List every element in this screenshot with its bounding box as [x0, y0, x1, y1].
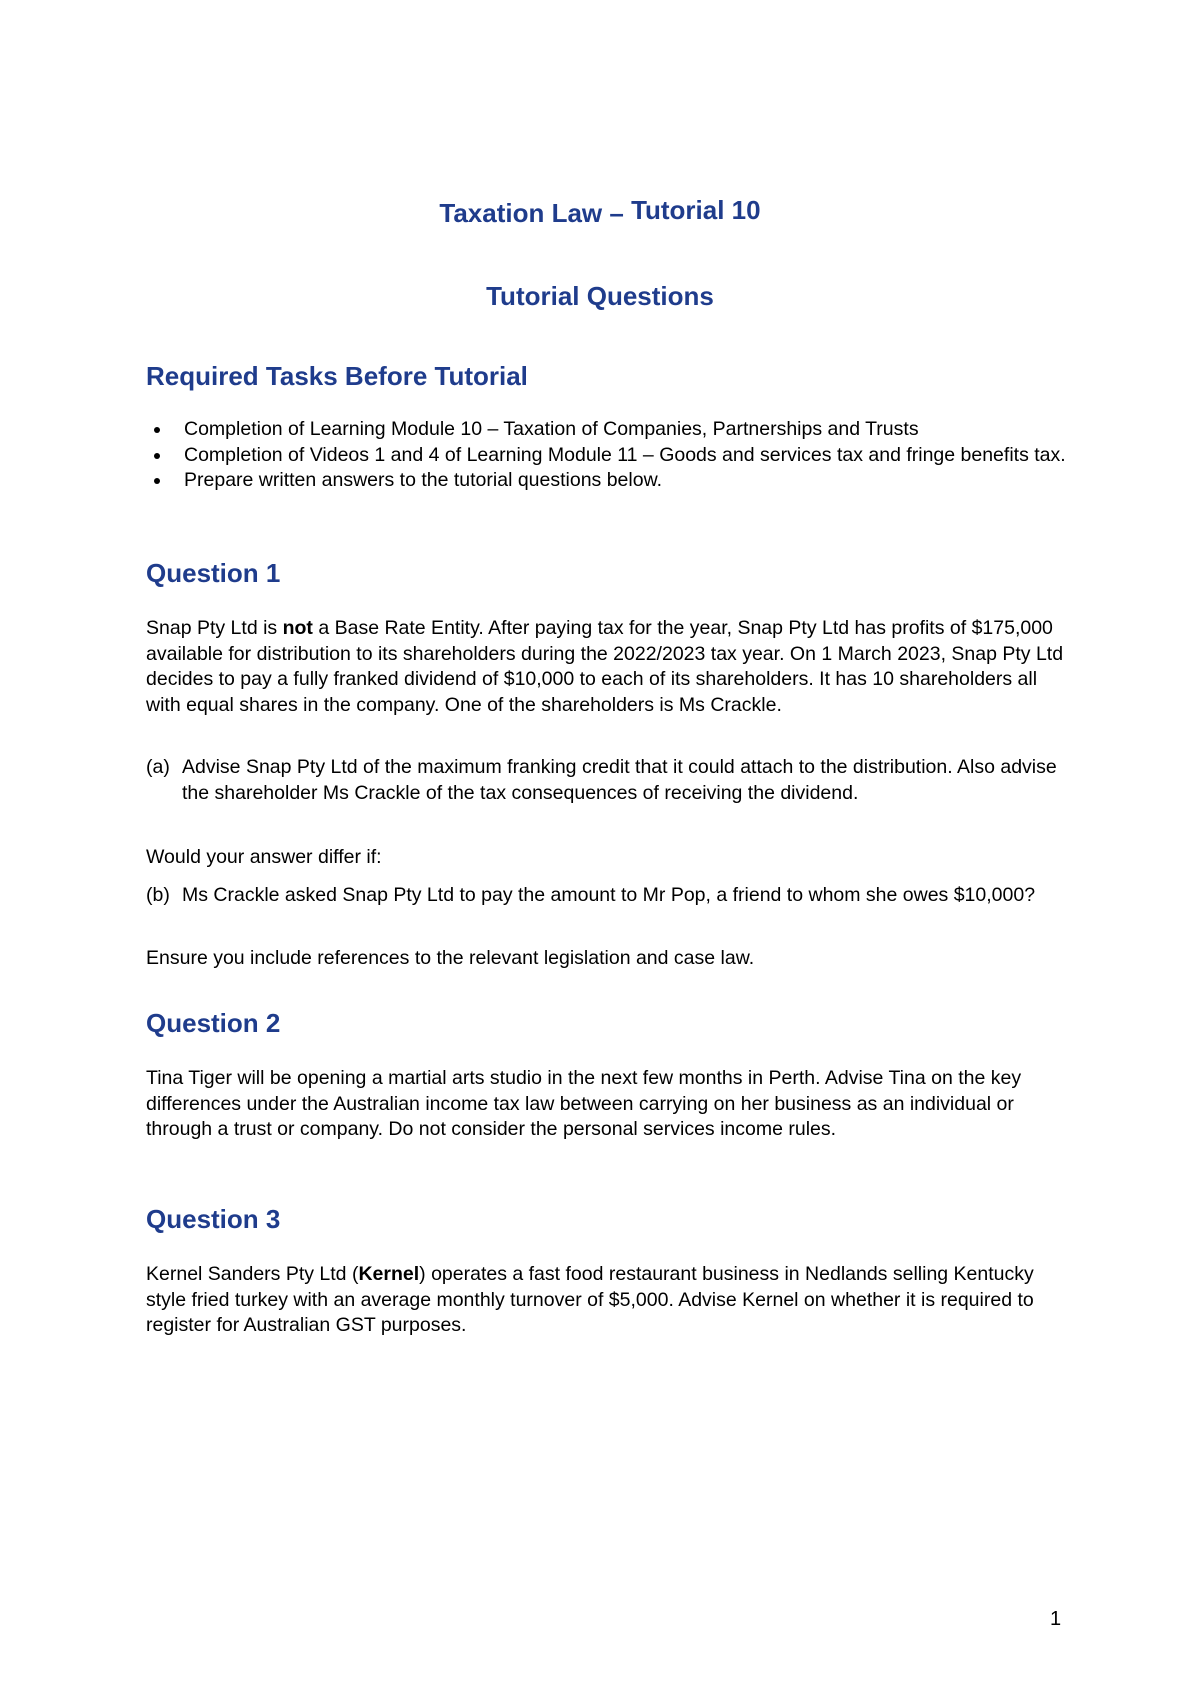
question-1-paragraph: Snap Pty Ltd is not a Base Rate Entity. After paying tax for the year, Snap Pty Ltd has profits of $175,000 available for distribution to its shareholders during the 2022/2023 tax year. On 1 March 2023, Snap Pty Ltd decides to pay a fully franked dividend of $10,000 to each of its shareholders. It has 10 shareholders all with equal shares in the company. One of the shareholders is Ms Crackle. [146, 617, 1064, 716]
question-1-part-b [146, 883, 1076, 909]
question-1-heading: Question 1 [146, 558, 281, 588]
emphasis-kernel: Kernel [358, 1263, 420, 1285]
bullet-icon [154, 453, 160, 459]
question-1-differ: Would your answer differ if: [146, 846, 382, 868]
required-tasks-list [146, 417, 1076, 494]
required-tasks-heading: Required Tasks Before Tutorial [146, 361, 528, 391]
page-number: 1 [1050, 1608, 1062, 1630]
bullet-icon [154, 427, 160, 433]
bullet-icon [154, 478, 160, 484]
part-b-label: (b) [146, 884, 170, 906]
question-2-heading: Question 2 [146, 1008, 281, 1038]
part-a-label: (a) [146, 756, 170, 778]
list-item: Prepare written answers to the tutorial questions below. [146, 468, 1076, 494]
emphasis-not: not [282, 617, 313, 639]
list-item: Completion of Learning Module 10 – Taxation of Companies, Partnerships and Trusts [146, 417, 1076, 443]
title-prefix: Taxation Law – [439, 198, 632, 228]
question-2-paragraph: Tina Tiger will be opening a martial arts studio in the next few months in Perth. Advise Tina on the key differences under the Australian income tax law between carrying on her business as an individual or through a trust or company. Do not consider the personal services income rules. [146, 1067, 1022, 1140]
question-3-paragraph: Kernel Sanders Pty Ltd (Kernel) operates a fast food restaurant business in Nedlands selling Kentucky style fried turkey with an average monthly turnover of $5,000. Advise Kernel on whether it is required to register for Australian GST purposes. [146, 1263, 1034, 1336]
question-3-heading: Question 3 [146, 1204, 281, 1234]
document-subtitle: Tutorial Questions [486, 281, 714, 311]
list-item: Completion of Videos 1 and 4 of Learning Module 11 – Goods and services tax and fringe benefits tax. [146, 443, 1076, 469]
document-title [0, 195, 1200, 229]
title-suffix: Tutorial 10 [631, 195, 761, 225]
question-1-part-a [146, 755, 1076, 806]
question-1-ensure: Ensure you include references to the relevant legislation and case law. [146, 947, 755, 969]
part-b-text: Ms Crackle asked Snap Pty Ltd to pay the amount to Mr Pop, a friend to whom she owes $10,000? [182, 884, 1036, 906]
part-a-text: Advise Snap Pty Ltd of the maximum franking credit that it could attach to the distribution. Also advise the shareholder Ms Crackle of the tax consequences of receiving the dividend. [182, 756, 1057, 804]
